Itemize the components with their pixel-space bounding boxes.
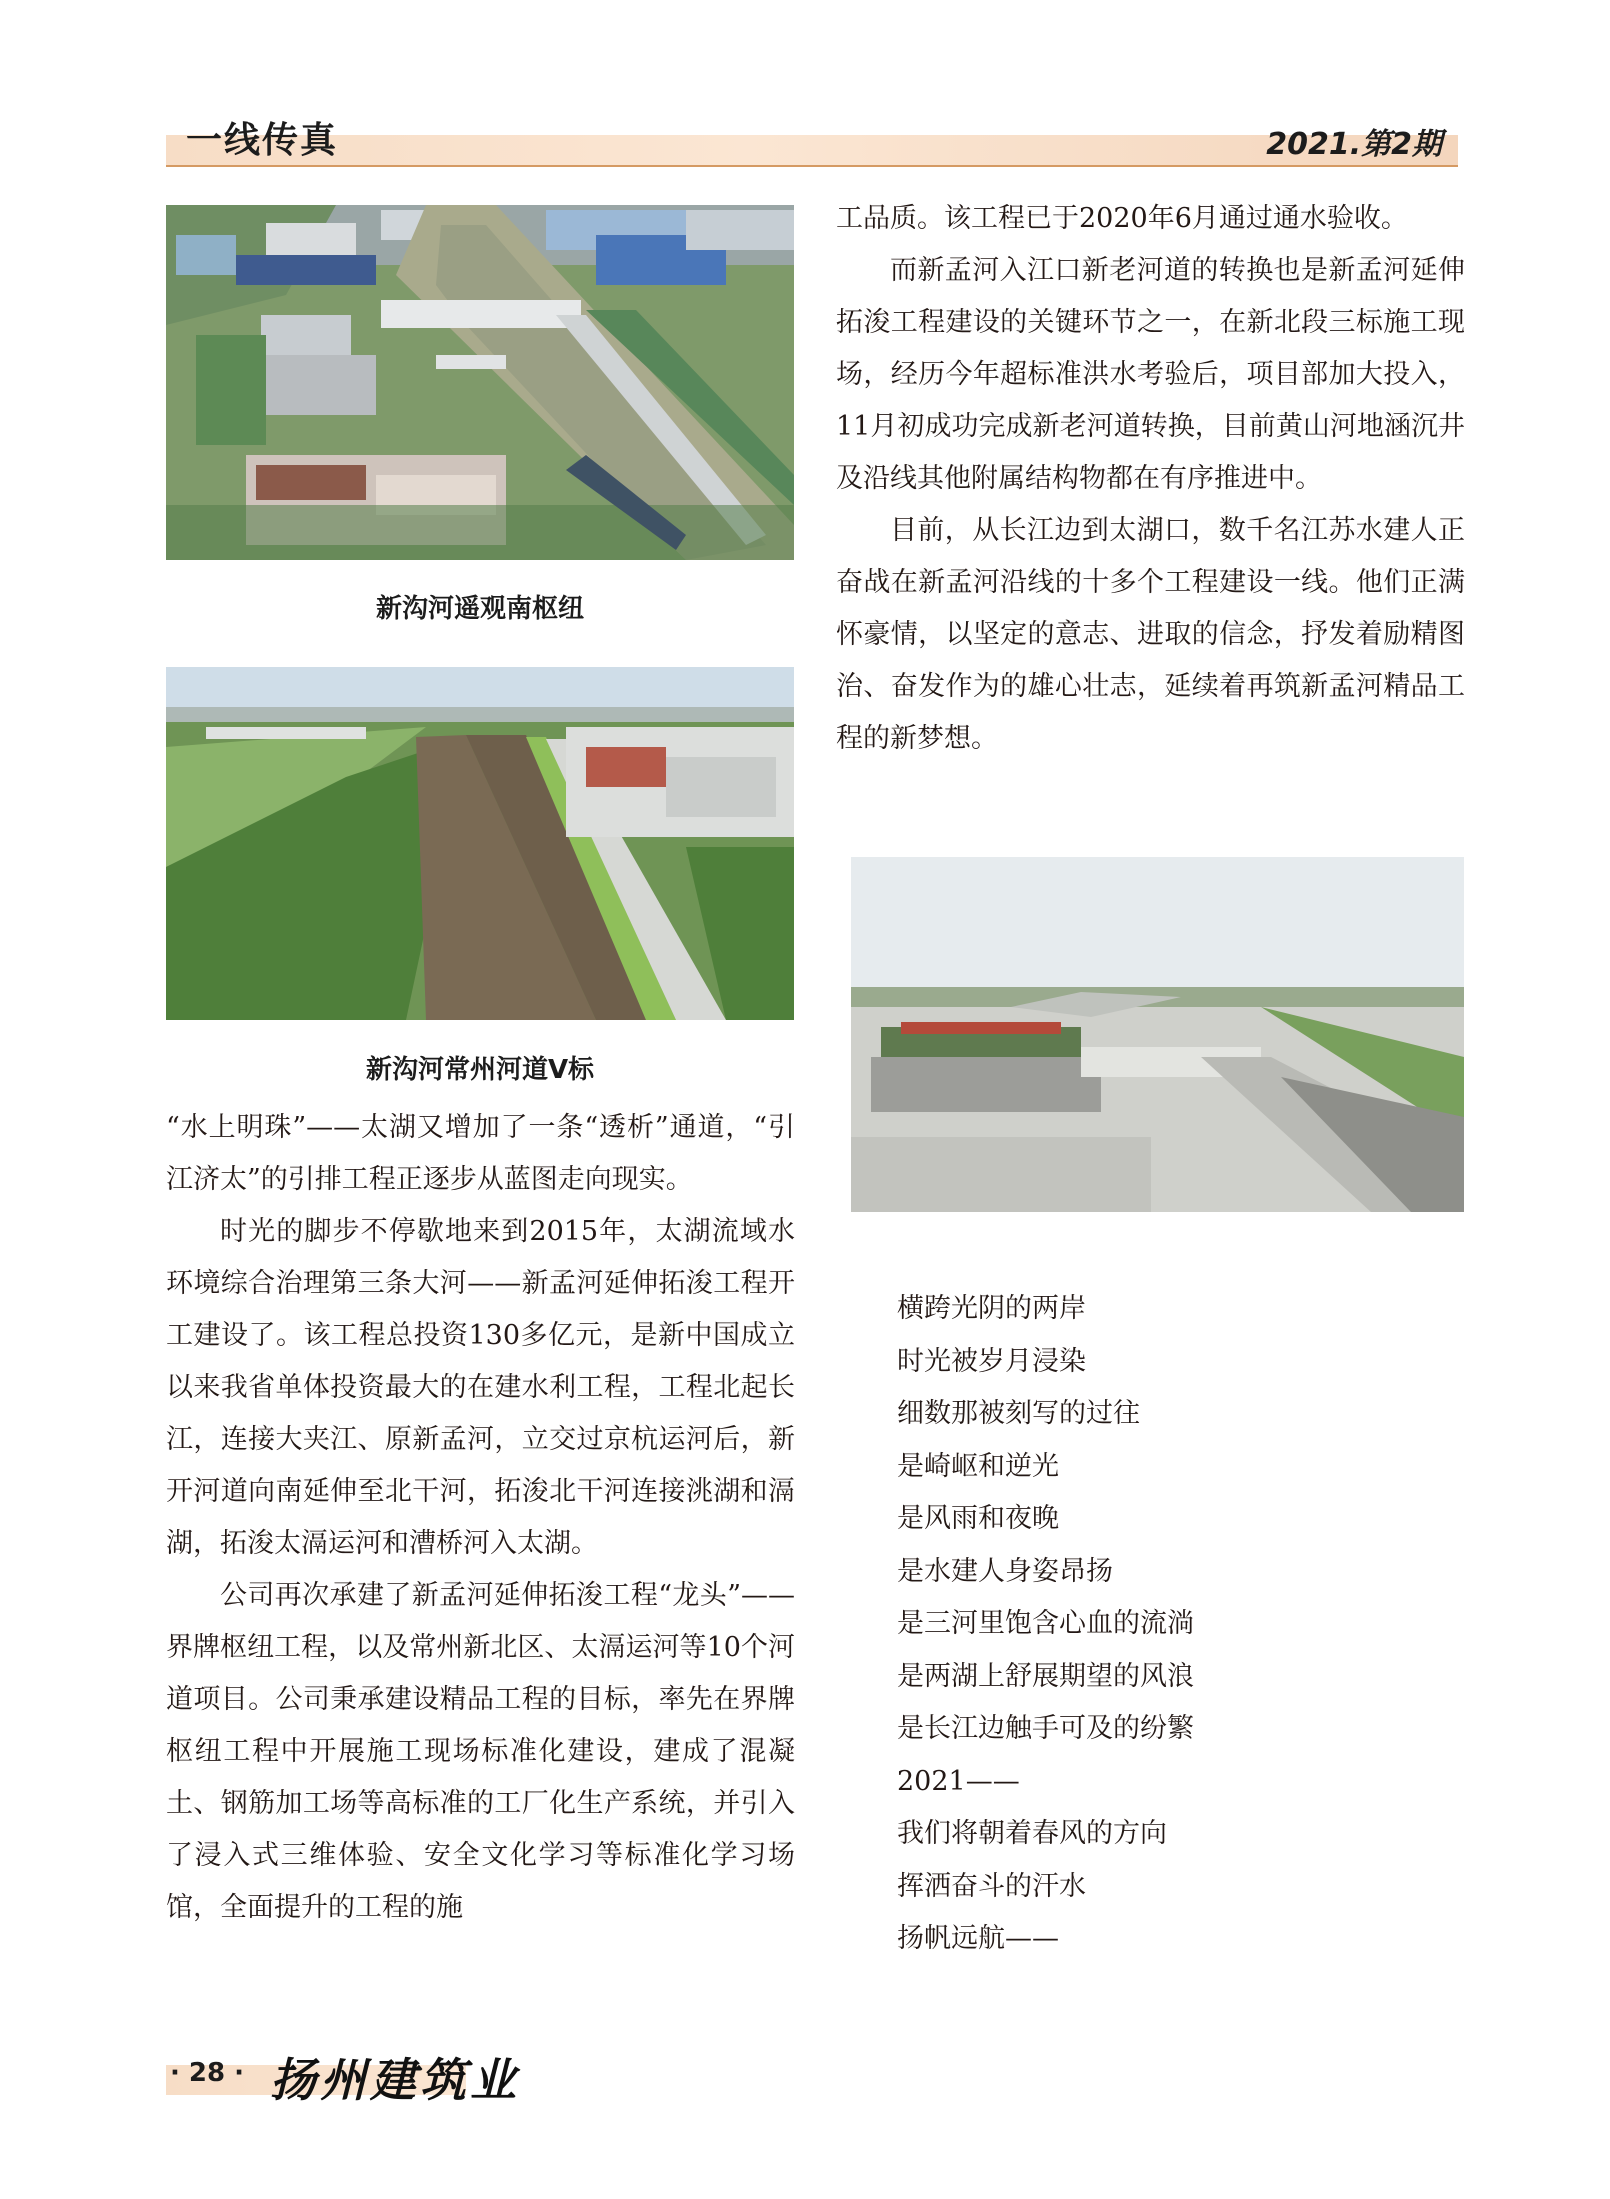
poem-line: 挥洒奋斗的汗水 bbox=[897, 1870, 1086, 1902]
paragraph: 而新孟河入江口新老河道的转换也是新孟河延伸拓浚工程建设的关键环节之一，在新北段三标施工现场，经历今年超标准洪水考验后，项目部加大投入，11月初成功完成新老河道转换，目前黄山河地涵沉井及沿线其他附属结构物都在有序推进中。 bbox=[836, 255, 1465, 494]
photo-caption-1: 新沟河遥观南枢纽 bbox=[375, 594, 584, 624]
poem-line: 细数那被刻写的过往 bbox=[897, 1398, 1140, 1429]
poem-line: 是风雨和夜晚 bbox=[897, 1503, 1059, 1534]
paragraph: 目前，从长江边到太湖口，数千名江苏水建人正奋战在新孟河沿线的十多个工程建设一线。他们正满怀豪情，以坚定的意志、进取的信念，抒发着励精图治、奋发作为的雄心壮志，延续着再筑新孟河精品工程的新梦想。 bbox=[836, 515, 1465, 754]
poem-line: 是三河里饱含心血的流淌 bbox=[897, 1608, 1194, 1639]
poem bbox=[897, 1283, 1194, 1966]
poem-line: 是长江边触手可及的纷繁 bbox=[897, 1713, 1194, 1744]
page-number: · 28 · bbox=[170, 2058, 245, 2088]
photo-caption-2: 新沟河常州河道Ⅴ标 bbox=[365, 1055, 595, 1085]
section-title: 一线传真 bbox=[186, 120, 339, 161]
poem-line: 横跨光阴的两岸 bbox=[897, 1293, 1086, 1324]
paragraph: 工品质。该工程已于2020年6月通过通水验收。 bbox=[836, 203, 1408, 234]
magazine-title: 扬州建筑业 bbox=[270, 2053, 520, 2107]
header-rule bbox=[166, 165, 1458, 167]
poem-line: 是崎岖和逆光 bbox=[897, 1450, 1059, 1482]
left-column bbox=[166, 1102, 795, 1934]
right-column bbox=[836, 193, 1465, 765]
aerial-sluice-photo bbox=[166, 205, 794, 560]
paragraph: “水上明珠”——太湖又增加了一条“透析”通道，“引江济太”的引排工程正逐步从蓝图走向现实。 bbox=[166, 1112, 795, 1195]
poem-line: 是两湖上舒展期望的风浪 bbox=[897, 1660, 1194, 1692]
paragraph: 时光的脚步不停歇地来到2015年，太湖流域水环境综合治理第三条大河——新孟河延伸拓浚工程开工建设了。该工程总投资130多亿元，是新中国成立以来我省单体投资最大的在建水利工程，工程北起长江，连接大夹江、原新孟河，立交过京杭运河后，新开河道向南延伸至北干河，拓浚北干河连接洮湖和滆湖，拓浚太滆运河和漕桥河入太湖。 bbox=[166, 1216, 795, 1559]
poem-line: 时光被岁月浸染 bbox=[897, 1345, 1086, 1377]
paragraph: 公司再次承建了新孟河延伸拓浚工程“龙头”——界牌枢纽工程，以及常州新北区、太滆运河等10个河道项目。公司秉承建设精品工程的目标，率先在界牌枢纽工程中开展施工现场标准化建设，建成了混凝土、钢筋加工场等高标准的工厂化生产系统，并引入了浸入式三维体验、安全文化学习等标准化学习场馆，全面提升的工程的施 bbox=[166, 1580, 795, 1923]
river-channel-photo bbox=[166, 667, 794, 1020]
poem-line: 我们将朝着春风的方向 bbox=[897, 1818, 1167, 1849]
poem-line: 是水建人身姿昂扬 bbox=[897, 1555, 1113, 1587]
header-band bbox=[166, 135, 1458, 165]
hub-construction-photo bbox=[851, 857, 1464, 1212]
issue-label: 2021.第2期 bbox=[1266, 127, 1442, 162]
poem-line: 2021—— bbox=[897, 1765, 1020, 1797]
poem-line: 扬帆远航—— bbox=[897, 1923, 1059, 1954]
